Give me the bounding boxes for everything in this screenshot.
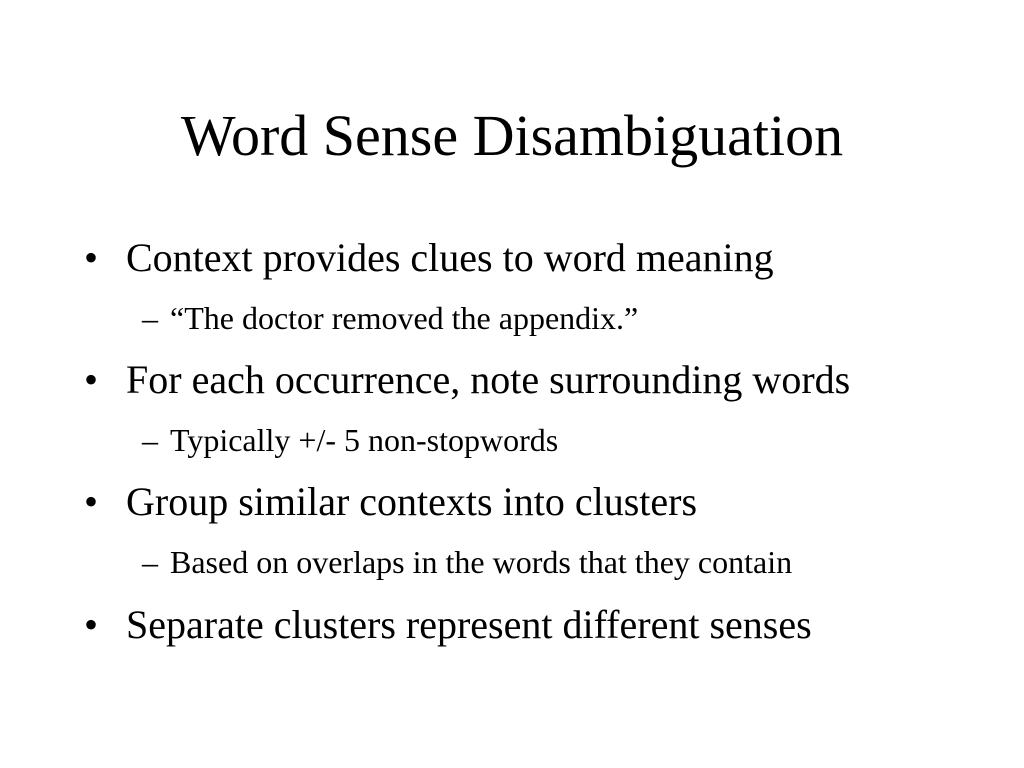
bullet-marker: • xyxy=(84,357,99,402)
sub-bullet-text: “The doctor removed the appendix.” xyxy=(170,300,639,336)
sub-bullet-text: Based on overlaps in the words that they contain xyxy=(170,544,793,580)
bullet-marker: • xyxy=(84,602,99,647)
sub-bullet-marker: – xyxy=(142,544,158,580)
bullet-marker: • xyxy=(84,479,99,524)
bullet-text: Group similar contexts into clusters xyxy=(126,479,698,524)
sub-bullet-text: Typically +/- 5 non-stopwords xyxy=(170,422,559,458)
bullet-text: For each occurrence, note surrounding words xyxy=(126,357,851,402)
sub-bullet-marker: – xyxy=(142,422,158,458)
bullet-marker: • xyxy=(84,235,99,280)
sub-bullet-marker: – xyxy=(142,300,158,336)
slide-title: Word Sense Disambiguation xyxy=(180,103,844,168)
bullet-text: Context provides clues to word meaning xyxy=(126,235,774,280)
bullet-text: Separate clusters represent different senses xyxy=(126,602,812,647)
